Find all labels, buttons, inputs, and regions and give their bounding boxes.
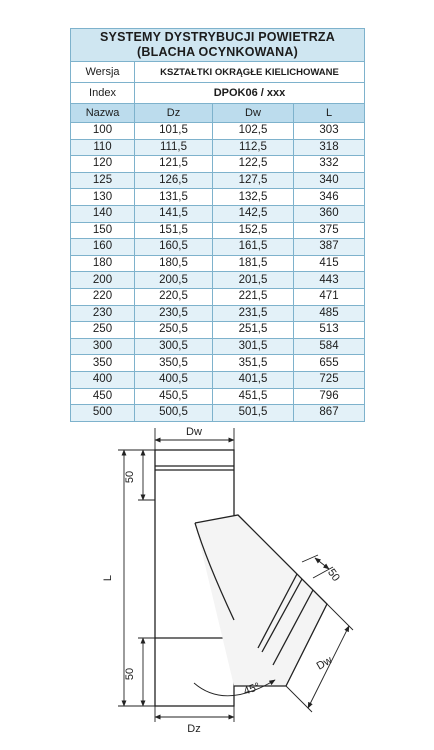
- cell-dz: 400,5: [135, 371, 213, 388]
- column-header-l: L: [294, 104, 365, 123]
- cell-dw: 112,5: [213, 139, 294, 156]
- cell-l: 796: [294, 388, 365, 405]
- cell-dz: 220,5: [135, 288, 213, 305]
- cell-dz: 101,5: [135, 123, 213, 140]
- cell-nazwa: 110: [71, 139, 135, 156]
- cell-l: 318: [294, 139, 365, 156]
- cell-l: 332: [294, 156, 365, 173]
- cell-nazwa: 230: [71, 305, 135, 322]
- cell-dw: 102,5: [213, 123, 294, 140]
- cell-dz: 500,5: [135, 405, 213, 422]
- cell-dz: 141,5: [135, 205, 213, 222]
- index-label: Index: [71, 83, 135, 104]
- cell-nazwa: 100: [71, 123, 135, 140]
- cell-nazwa: 180: [71, 255, 135, 272]
- table-row: [71, 338, 365, 355]
- column-header-row: [71, 104, 365, 123]
- cell-dw: 142,5: [213, 205, 294, 222]
- cell-l: 346: [294, 189, 365, 206]
- cell-nazwa: 500: [71, 405, 135, 422]
- cell-dw: 251,5: [213, 322, 294, 339]
- cell-dz: 250,5: [135, 322, 213, 339]
- column-header-nazwa: Nazwa: [71, 104, 135, 123]
- column-header-dw: Dw: [213, 104, 294, 123]
- table-title-line1: SYSTEMY DYSTRYBUCJI POWIETRZA: [100, 30, 335, 44]
- cell-dw: 351,5: [213, 355, 294, 372]
- table-row: [71, 222, 365, 239]
- cell-dz: 350,5: [135, 355, 213, 372]
- cell-nazwa: 450: [71, 388, 135, 405]
- cell-nazwa: 300: [71, 338, 135, 355]
- cell-nazwa: 125: [71, 172, 135, 189]
- cell-l: 375: [294, 222, 365, 239]
- column-header-dz: Dz: [135, 104, 213, 123]
- dim-50-top: 50: [124, 470, 136, 484]
- table-row: [71, 272, 365, 289]
- cell-nazwa: 160: [71, 239, 135, 256]
- version-value: KSZTAŁTKI OKRĄGŁE KIELICHOWANE: [135, 62, 365, 83]
- table-row: [71, 305, 365, 322]
- cell-dz: 111,5: [135, 139, 213, 156]
- table-row: [71, 322, 365, 339]
- cell-l: 471: [294, 288, 365, 305]
- table-row: [71, 288, 365, 305]
- dim-dw-top: Dw: [186, 426, 202, 438]
- cell-nazwa: 400: [71, 371, 135, 388]
- cell-nazwa: 250: [71, 322, 135, 339]
- branch-fitting-drawing: [0, 420, 434, 750]
- dim-angle-45: 45°: [242, 680, 262, 698]
- cell-nazwa: 140: [71, 205, 135, 222]
- cell-dw: 201,5: [213, 272, 294, 289]
- cell-nazwa: 350: [71, 355, 135, 372]
- cell-l: 303: [294, 123, 365, 140]
- cell-dz: 151,5: [135, 222, 213, 239]
- cell-dz: 300,5: [135, 338, 213, 355]
- cell-nazwa: 130: [71, 189, 135, 206]
- cell-l: 485: [294, 305, 365, 322]
- cell-dw: 451,5: [213, 388, 294, 405]
- cell-l: 867: [294, 405, 365, 422]
- cell-dz: 131,5: [135, 189, 213, 206]
- cell-dz: 450,5: [135, 388, 213, 405]
- table-row: [71, 255, 365, 272]
- cell-dw: 127,5: [213, 172, 294, 189]
- cell-dz: 121,5: [135, 156, 213, 173]
- cell-dz: 126,5: [135, 172, 213, 189]
- table-row: [71, 355, 365, 372]
- cell-nazwa: 200: [71, 272, 135, 289]
- version-label: Wersja: [71, 62, 135, 83]
- index-row: [71, 83, 365, 104]
- version-row: [71, 62, 365, 83]
- cell-dw: 122,5: [213, 156, 294, 173]
- cell-dw: 132,5: [213, 189, 294, 206]
- cell-dz: 200,5: [135, 272, 213, 289]
- cell-dz: 160,5: [135, 239, 213, 256]
- cell-dw: 401,5: [213, 371, 294, 388]
- cell-dw: 301,5: [213, 338, 294, 355]
- cell-l: 655: [294, 355, 365, 372]
- cell-l: 415: [294, 255, 365, 272]
- cell-dw: 152,5: [213, 222, 294, 239]
- dim-50-branch: 50: [325, 566, 342, 584]
- table-row: [71, 139, 365, 156]
- cell-nazwa: 150: [71, 222, 135, 239]
- cell-l: 584: [294, 338, 365, 355]
- cell-l: 725: [294, 371, 365, 388]
- fitting-body: [155, 450, 327, 706]
- dim-50-bottom: 50: [124, 667, 136, 681]
- table-title-line2: (BLACHA OCYNKOWANA): [137, 45, 298, 59]
- cell-l: 360: [294, 205, 365, 222]
- table-row: [71, 405, 365, 422]
- cell-dw: 221,5: [213, 288, 294, 305]
- cell-nazwa: 220: [71, 288, 135, 305]
- cell-l: 513: [294, 322, 365, 339]
- cell-nazwa: 120: [71, 156, 135, 173]
- cell-dz: 180,5: [135, 255, 213, 272]
- cell-dw: 231,5: [213, 305, 294, 322]
- cell-dw: 501,5: [213, 405, 294, 422]
- table-row: [71, 189, 365, 206]
- table-row: [71, 205, 365, 222]
- table-row: [71, 239, 365, 256]
- cell-l: 443: [294, 272, 365, 289]
- dim-l: L: [102, 574, 114, 582]
- table-row: [71, 123, 365, 140]
- cell-dz: 230,5: [135, 305, 213, 322]
- cell-dw: 181,5: [213, 255, 294, 272]
- table-row: [71, 388, 365, 405]
- table-row: [71, 172, 365, 189]
- dim-dw-branch: Dw: [314, 654, 335, 673]
- cell-dw: 161,5: [213, 239, 294, 256]
- table-title-row: [71, 29, 365, 62]
- cell-l: 340: [294, 172, 365, 189]
- table-row: [71, 156, 365, 173]
- cell-l: 387: [294, 239, 365, 256]
- table-row: [71, 371, 365, 388]
- dim-dz-bottom: Dz: [187, 723, 201, 735]
- specification-table: [70, 28, 365, 422]
- table-title: [71, 29, 365, 62]
- index-value: DPOK06 / xxx: [135, 83, 365, 104]
